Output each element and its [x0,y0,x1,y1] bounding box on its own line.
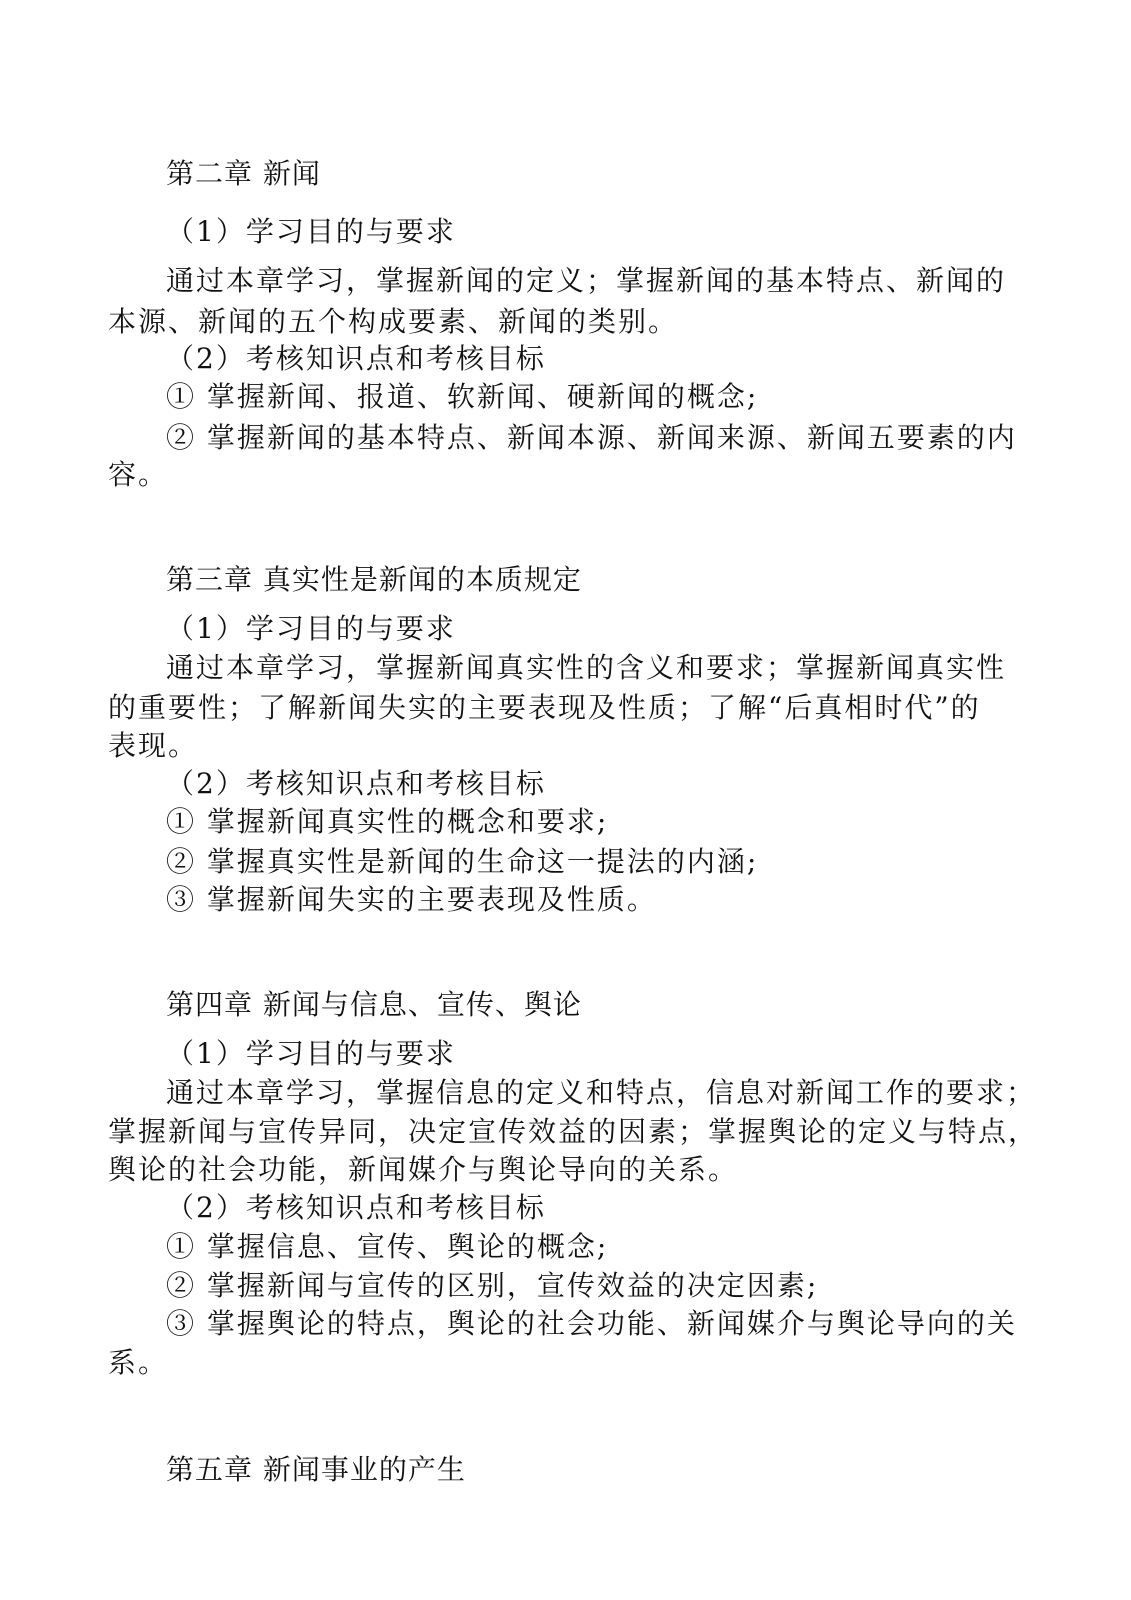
chapter-5-title: 第五章 新闻事业的产生 [166,1453,466,1486]
chapter-2-section-1-title: （1）学习目的与要求 [166,215,456,248]
chapter-4-section-1-line-2: 掌握新闻与宣传异同，决定宣传效益的因素；掌握舆论的定义与特点， [108,1115,1039,1148]
chapter-4-title: 第四章 新闻与信息、宣传、舆论 [166,988,582,1021]
chapter-2-section-2-line-2: ② 掌握新闻的基本特点、新闻本源、新闻来源、新闻五要素的内 [166,421,1017,454]
chapter-3-title: 第三章 真实性是新闻的本质规定 [166,563,582,596]
chapter-3-section-2-line-2: ② 掌握真实性是新闻的生命这一提法的内涵; [166,845,759,878]
chapter-2-section-2-line-3: 容。 [108,458,169,491]
chapter-4-section-2-line-1: ① 掌握信息、宣传、舆论的概念; [166,1230,609,1263]
chapter-3-section-1-line-1: 通过本章学习，掌握新闻真实性的含义和要求；掌握新闻真实性 [166,651,1007,684]
chapter-3-section-1-line-3: 表现。 [108,729,199,762]
chapter-4-section-2-line-2: ② 掌握新闻与宣传的区别，宣传效益的决定因素; [166,1269,819,1302]
chapter-2-section-1-line-2: 本源、新闻的五个构成要素、新闻的类别。 [108,305,679,338]
chapter-2-title: 第二章 新闻 [166,157,321,190]
chapter-4-section-1-title: （1）学习目的与要求 [166,1037,456,1070]
chapter-2-section-1-line-1: 通过本章学习，掌握新闻的定义；掌握新闻的基本特点、新闻的 [166,264,1007,297]
chapter-4-section-2-title: （2）考核知识点和考核目标 [166,1191,546,1224]
chapter-3-section-2-line-1: ① 掌握新闻真实性的概念和要求; [166,805,609,838]
chapter-4-section-2-line-4: 系。 [108,1346,169,1379]
chapter-4-section-1-line-1: 通过本章学习，掌握信息的定义和特点，信息对新闻工作的要求； [166,1076,1037,1109]
chapter-3-section-2-title: （2）考核知识点和考核目标 [166,767,546,800]
chapter-3-section-1-line-2: 的重要性；了解新闻失实的主要表现及性质；了解“后真相时代”的 [108,691,981,724]
chapter-2-section-2-title: （2）考核知识点和考核目标 [166,342,546,375]
chapter-3-section-1-title: （1）学习目的与要求 [166,612,456,645]
chapter-3-section-2-line-3: ③ 掌握新闻失实的主要表现及性质。 [166,883,657,916]
chapter-2-section-2-line-1: ① 掌握新闻、报道、软新闻、硬新闻的概念; [166,380,759,413]
chapter-4-section-1-line-3: 舆论的社会功能，新闻媒介与舆论导向的关系。 [108,1153,739,1186]
chapter-4-section-2-line-3: ③ 掌握舆论的特点，舆论的社会功能、新闻媒介与舆论导向的关 [166,1307,1017,1340]
